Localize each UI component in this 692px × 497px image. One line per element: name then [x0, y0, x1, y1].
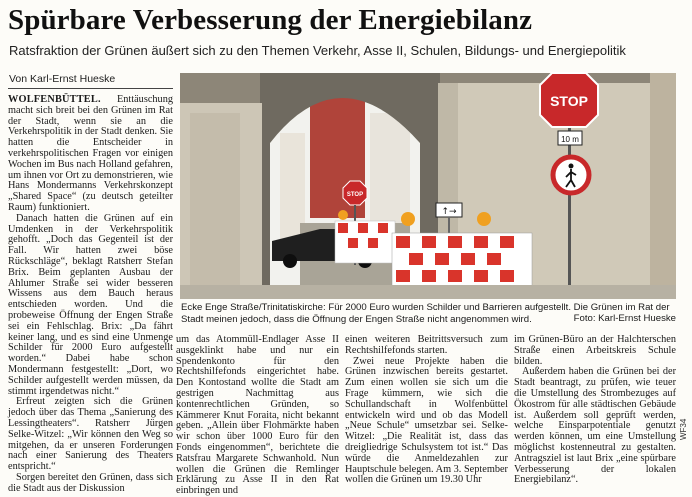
page-code: WF34	[679, 418, 688, 440]
photo-credit: Foto: Karl-Ernst Hueske	[573, 313, 676, 324]
paragraph: Danach hatten die Grünen auf ein Umdenken in der Verkehrspolitik gehofft. „Doch das Gegenteil ist der Fall. Wir hatten zwei böse Rückschläge“, beklagt Ratsherr Stefan Brix. Beim geplanten Ausbau der Ahlumer Straße sei wider besseren Wissens aus dem Bauch heraus entschieden worden. Und die probeweise Öffnung der Engen Straße sei ein Fehlschlag. Brix: „Da fährt keiner lang, und es sind eine Unmenge Schilder für 2000 Euro aufgestellt worden.“ Dabei habe schon Mondermann festgestellt: „Dort, wo Schilder aufgestellt werden müssen, da stimmt irgendetwas nicht.“	[8, 212, 173, 397]
article-photo	[180, 73, 676, 299]
byline-rule	[8, 88, 173, 89]
paragraph: Außerdem haben die Grünen bei der Stadt beantragt, zu prüfen, wie teuer die Umstellung des Strombezuges auf Ökostrom für alle städtischen Gebäude ist. Außerdem soll geprüft werden, welche Einsparpotentiale genutzt werden können, um eine Umstellung möglichst kostenneutral zu gestalten. Antragsziel ist laut Brix „eine spürbare Verbesserung der lokalen Energiebilanz“.	[514, 366, 676, 486]
stop-sign-text: STOP	[550, 93, 588, 109]
lead-text: Enttäuschung macht sich breit bei den Grünen im Rat der Stadt, wenn sie an die Verkehrspolitik in der Stadt denken. Sie hatten die Entscheider in verkehrspolitischen Fragen vor einigen Wochen im Bus nach Holland gefahren, um ihnen vor Ort zu demonstrieren, wie Hans Mondermanns Verkehrskonzept „Shared Space“ (zu deutsch geteilter Raum) funktioniert.	[8, 94, 173, 213]
paragraph: um das Atommüll-Endlager Asse II ausgeklinkt habe und nur ein Spendenkonto für den Rechtshilfefonds eingerichtet habe. Den Kontostand wollte die Stadt am gestrigen Nachmittag aus kontenrechtlichen Gründen, so Kämmerer Knut Foraita, nicht bekannt geben. „Allein über Flohmärkte haben wir schon über 1000 Euro für den Fonds eingenommen“, berichtete die Ratsfrau Margarete Schwanhold. Nun wollen die Grünen die Remlinger Erklärung zu Asse II in den Rat einbringen und	[176, 334, 339, 497]
barrier-left	[335, 221, 395, 263]
headline: Spürbare Verbesserung der Energiebilanz	[8, 4, 533, 36]
paragraph: Sorgen bereitet den Grünen, dass sich die Stadt aus der Diskussion	[8, 471, 173, 494]
article-column-4	[514, 335, 676, 490]
street-scene-illustration	[180, 73, 676, 299]
paragraph: einen weiteren Beitrittsversuch zum Rechtshilfefonds starten.	[345, 334, 508, 356]
stop-sign	[540, 73, 598, 127]
paragraph: Zwei neue Projekte haben die Grünen inzwischen bereits gestartet. Zum einen wollen sie sich um die Frage kümmern, wie sich die Schullandschaft in Wolfenbüttel entwickeln wird und ob das Modell „Neue Schule“ umsetzbar sei. Selke-Witzel: „Die Realität ist, dass das dreigliedrige Schulsystem tot ist.“ Das würde die Anmeldezahlen zur Hauptschule belegen. Am 3. September wollen die Grünen um 19.30 Uhr	[345, 355, 508, 486]
author-byline: Von Karl-Ernst Hueske	[9, 73, 116, 85]
paragraph: Erfreut zeigten sich die Grünen jedoch über das Thema „Sanierung des Lessingtheaters“. Ratsherr Jürgen Selke-Witzel: „Wir können den Weg so mitgehen, da er unseren Forderungen nach einer Sanierung des Theaters entspricht.“	[8, 396, 173, 473]
photo-caption: Ecke Enge Straße/Trinitatiskirche: Für 2000 Euro wurden Schilder und Barrieren aufgestellt. Die Grünen im Rat der Stadt meinen jedoch, dass die Öffnung der Engen Straße nicht angenommen wird.	[181, 302, 670, 325]
paragraph-lead	[8, 95, 173, 214]
article-column-2	[176, 334, 339, 497]
arrow-sign-icon: ↑→	[441, 207, 457, 217]
distance-plate-text: 10 m	[561, 135, 579, 144]
paragraph: im Grünen-Büro an der Halchterschen Straße einen Arbeitskreis Schule bilden.	[514, 334, 676, 367]
article-column-3	[345, 335, 508, 490]
dateline: WOLFENBÜTTEL.	[8, 94, 101, 105]
subheadline: Ratsfraktion der Grünen äußert sich zu den Themen Verkehr, Asse II, Schulen, Bildungs- und Energiepolitik	[9, 43, 626, 58]
article-column-1	[8, 94, 173, 494]
no-pedestrians-sign	[553, 157, 589, 193]
small-stop-text: STOP	[346, 192, 364, 198]
